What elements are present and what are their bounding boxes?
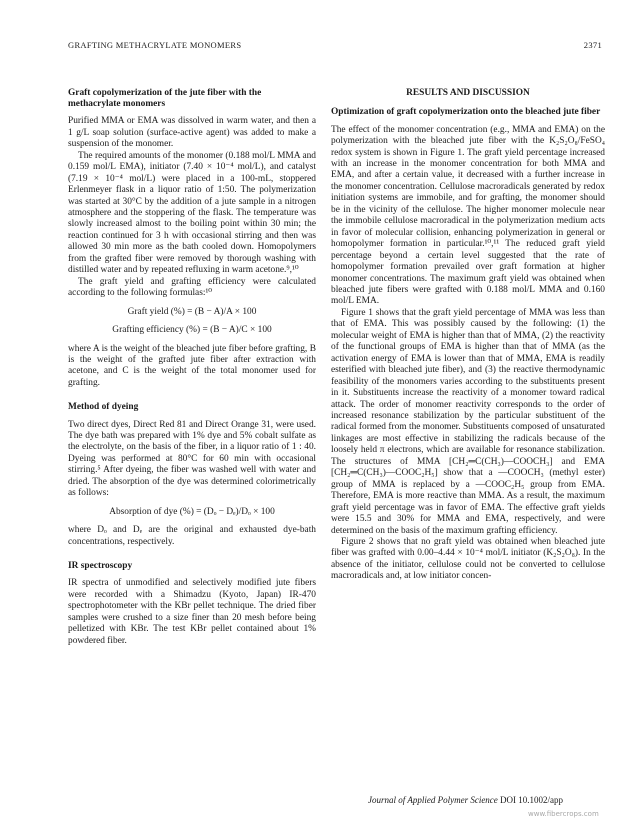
left-column — [68, 88, 316, 647]
subsection-title-optimization: Optimization of graft copolymerization onto the bleached jute fiber — [331, 107, 601, 118]
running-title: GRAFTING METHACRYLATE MONOMERS — [68, 40, 242, 50]
watermark: www.fibercrops.com — [528, 810, 599, 818]
section-title-results-and-discussion: RESULTS AND DISCUSSION — [406, 88, 530, 98]
page-number: 2371 — [583, 40, 602, 50]
paragraph: where Dₒ and Dₑ are the original and exhausted dye-bath concentrations, respectively. — [68, 525, 316, 547]
right-column — [331, 88, 605, 583]
section-title-method-of-dyeing: Method of dyeing — [68, 402, 139, 413]
paragraph: Figure 1 shows that the graft yield percentage of MMA was less than that of EMA. This was possibly caused by the following: (1) the molecular weight of EMA is higher than that of MMA, (2) the reactivity of the functional groups of EMA is higher than that of MMA (as the activation energy of EMA is lower than that of MMA, EMA is readily esterified with bleached jute fiber), and (3) the reactive thermodynamic feasibility of the monomers varies according to the substituents present in it. Substituents increase the reactivity of a monomer toward radical attack. The order of monomer reactivity corresponds to the order of increased resonance stabilization by the particular substituent of the radical formed from the monomer. Substituents composed of unsaturated linkages are most effective in stabilizing the radicals because of the loosely held π electrons, which are available for resonance stabilization. The structures of MMA [CH₂═C(CH₃)—COOCH₃] and EMA [CH₂═C(CH₃)—COOC₂H₅] show that a —COOCH₃ (methyl ester) group of MMA is replaced by a —COOC₂H₅ group from EMA. Therefore, EMA is more reactive than MMA. As a result, the maximum graft yield percentage was in favor of EMA. The effective graft yields were 15.5 and 30% for MMA and EMA, respectively, and were determined on the basis of the maximum grafting efficiency. — [331, 307, 605, 536]
paragraph: Figure 2 shows that no graft yield was obtained when bleached jute fiber was grafted with 0.00–4.44 × 10⁻⁴ mol/L initiator (K₂S₂O₈). In the absence of the initiator, cellulose could not be converted to cellulose macroradicals and, at low initiator concen- — [331, 536, 605, 582]
paragraph: Two direct dyes, Direct Red 81 and Direct Orange 31, were used. The dye bath was prepared with 1% dye and 5% cobalt sulfate as the electrolyte, on the basis of the fiber, in a liquor ratio of 1 : 40. Dyeing was performed at 80°C for 60 min with occasional stirring.⁵ After dyeing, the fiber was washed well with water and dried. The absorption of the dye was determined colorimetrically as follows: — [68, 419, 316, 499]
page-footer — [368, 795, 563, 805]
section-title-ir-spectroscopy: IR spectroscopy — [68, 561, 133, 572]
paragraph: Purified MMA or EMA was dissolved in warm water, and then a 1 g/L soap solution (surface-active agent) was added to make a suspension of the monomer. — [68, 116, 316, 150]
paragraph: The graft yield and grafting efficiency were calculated according to the following formulas:¹⁰ — [68, 276, 316, 299]
paragraph: IR spectra of unmodified and selectively modified jute fibers were recorded with a Shimadzu (Kyoto, Japan) IR-470 spectrophotometer with the KBr pellet technique. The dried fiber samples were crushed to a size finer than 20 mesh before being pelletized with KBr. The test KBr pellet contained about 1% powdered fiber. — [68, 578, 316, 646]
doi-text: DOI 10.1002/app — [500, 795, 564, 805]
equation-graft-yield: Graft yield (%) = (B − A)/A × 100 — [127, 306, 257, 317]
paragraph: The effect of the monomer concentration (e.g., MMA and EMA) on the polymerization with the bleached jute fiber with the K₂S₂O₈/FeSO₄ redox system is shown in Figure 1. The graft yield percentage increased with an increase in the monomer concentration for both MMA and EMA, and after a certain value, it decreased with a further increase in the monomer concentration. Cellulose macroradicals generated by redox initiation systems are immobile, and for grafting, the monomer should be in the vicinity of the cellulose. The higher monomer molecule near the immobile cellulose macroradical in the polymerization medium acts in favor of molecular collision, enhancing polymerization in general or homopolymer formation in particular.¹⁰,¹¹ The reduced graft yield percentage beyond a certain level suggested that the rate of homopolymer formation prevailed over graft formation at higher monomer concentrations. The maximum graft yield was obtained when bleached jute fibers were grafted with 0.188 mol/L MMA and 0.160 mol/L EMA. — [331, 124, 605, 307]
equation-grafting-efficiency: Grafting efficiency (%) = (B − A)/C × 100 — [112, 325, 272, 336]
paragraph: The required amounts of the monomer (0.188 mol/L MMA and 0.159 mol/L EMA), initiator (7.40 × 10⁻⁴ mol/L), and catalyst (7.19 × 10⁻⁴ mol/L) were placed in a 100-mL, stoppered Erlenmeyer flask in a liquor ratio of 1:50. The polymerization was started at 30°C by the addition of a jute sample in a nitrogen atmosphere and the stoppering of the flask. The temperature was slowly increased almost to the boiling point within 30 min; the reaction continued for 3 h with occasional stirring and then was allowed 30 min more as the bath cooled down. Homopolymers from the grafted fiber were removed by thorough washing with distilled water and by repeated refluxing in warm acetone.⁹,¹⁰ — [68, 150, 316, 276]
running-header — [68, 40, 602, 50]
paragraph: where A is the weight of the bleached jute fiber before grafting, B is the weight of the grafted jute fiber after extraction with acetone, and C is the weight of the total monomer used for grafting. — [68, 343, 316, 388]
equation-dye-absorption: Absorption of dye (%) = (Dₒ − Dₑ)/Dₒ × 100 — [109, 506, 275, 517]
journal-name: Journal of Applied Polymer Science — [368, 795, 498, 805]
section-title-graft-copolymerization: Graft copolymerization of the jute fiber with the methacrylate monomers — [68, 88, 262, 110]
